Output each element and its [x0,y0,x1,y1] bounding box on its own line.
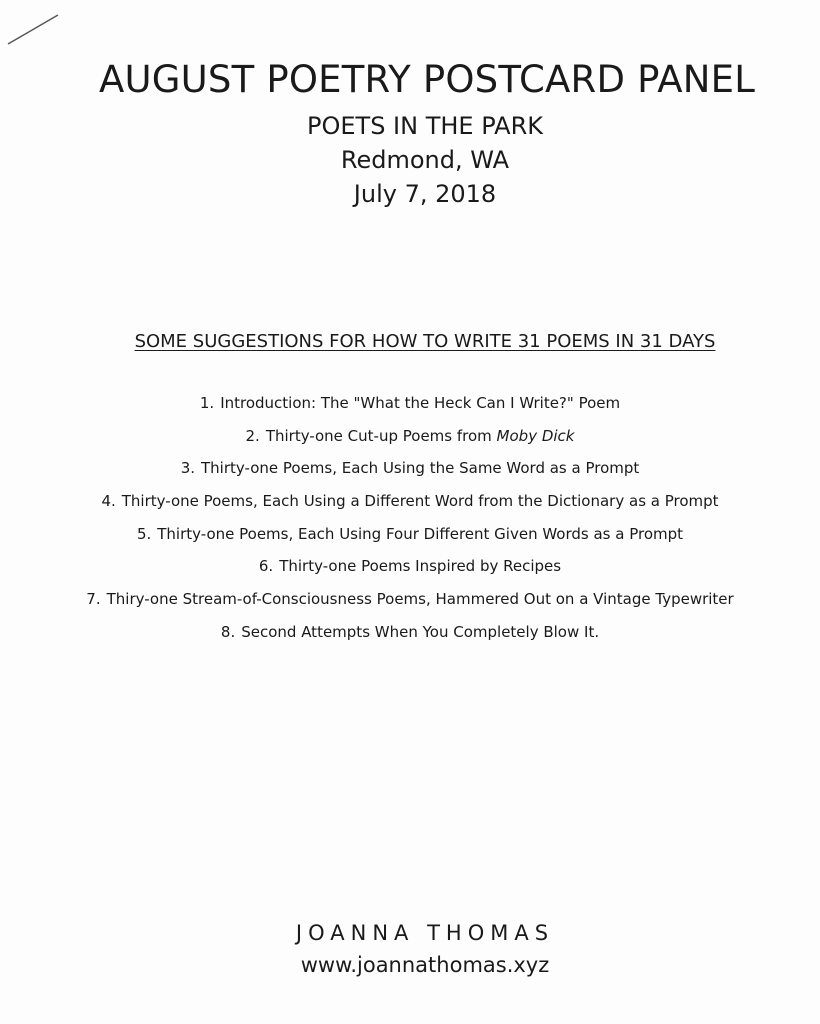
section-heading: SOME SUGGESTIONS FOR HOW TO WRITE 31 POEMS IN 31 DAYS [134,331,716,352]
event-location: Redmond, WA [340,146,510,174]
page-title: AUGUST POETRY POSTCARD PANEL [98,58,756,101]
list-item: 6. Thirty-one Poems Inspired by Recipes [258,557,562,576]
list-item: 8. Second Attempts When You Completely Blow It. [220,622,600,641]
list-item: 2. Thirty-one Cut-up Poems from Moby Dick [245,426,575,445]
book-title: Moby Dick [496,426,575,445]
list-item: 1. Introduction: The "What the Heck Can I Write?" Poem [199,394,621,412]
event-date: July 7, 2018 [353,180,497,208]
list-item: 4. Thirty-one Poems, Each Using a Different Word from the Dictionary as a Prompt [101,492,719,511]
suggestion-list [0,389,820,651]
author-name: JOANNA THOMAS [295,921,555,945]
author-website: www.joannathomas.xyz [300,953,550,977]
list-item: 7. Thiry-one Stream-of-Consciousness Poems, Hammered Out on a Vintage Typewriter [86,590,734,609]
event-name: POETS IN THE PARK [307,112,543,140]
list-item: 5. Thirty-one Poems, Each Using Four Different Given Words as a Prompt [136,524,684,543]
pen-stroke-mark [0,0,70,50]
list-item: 3. Thirty-one Poems, Each Using the Same Word as a Prompt [180,459,640,478]
